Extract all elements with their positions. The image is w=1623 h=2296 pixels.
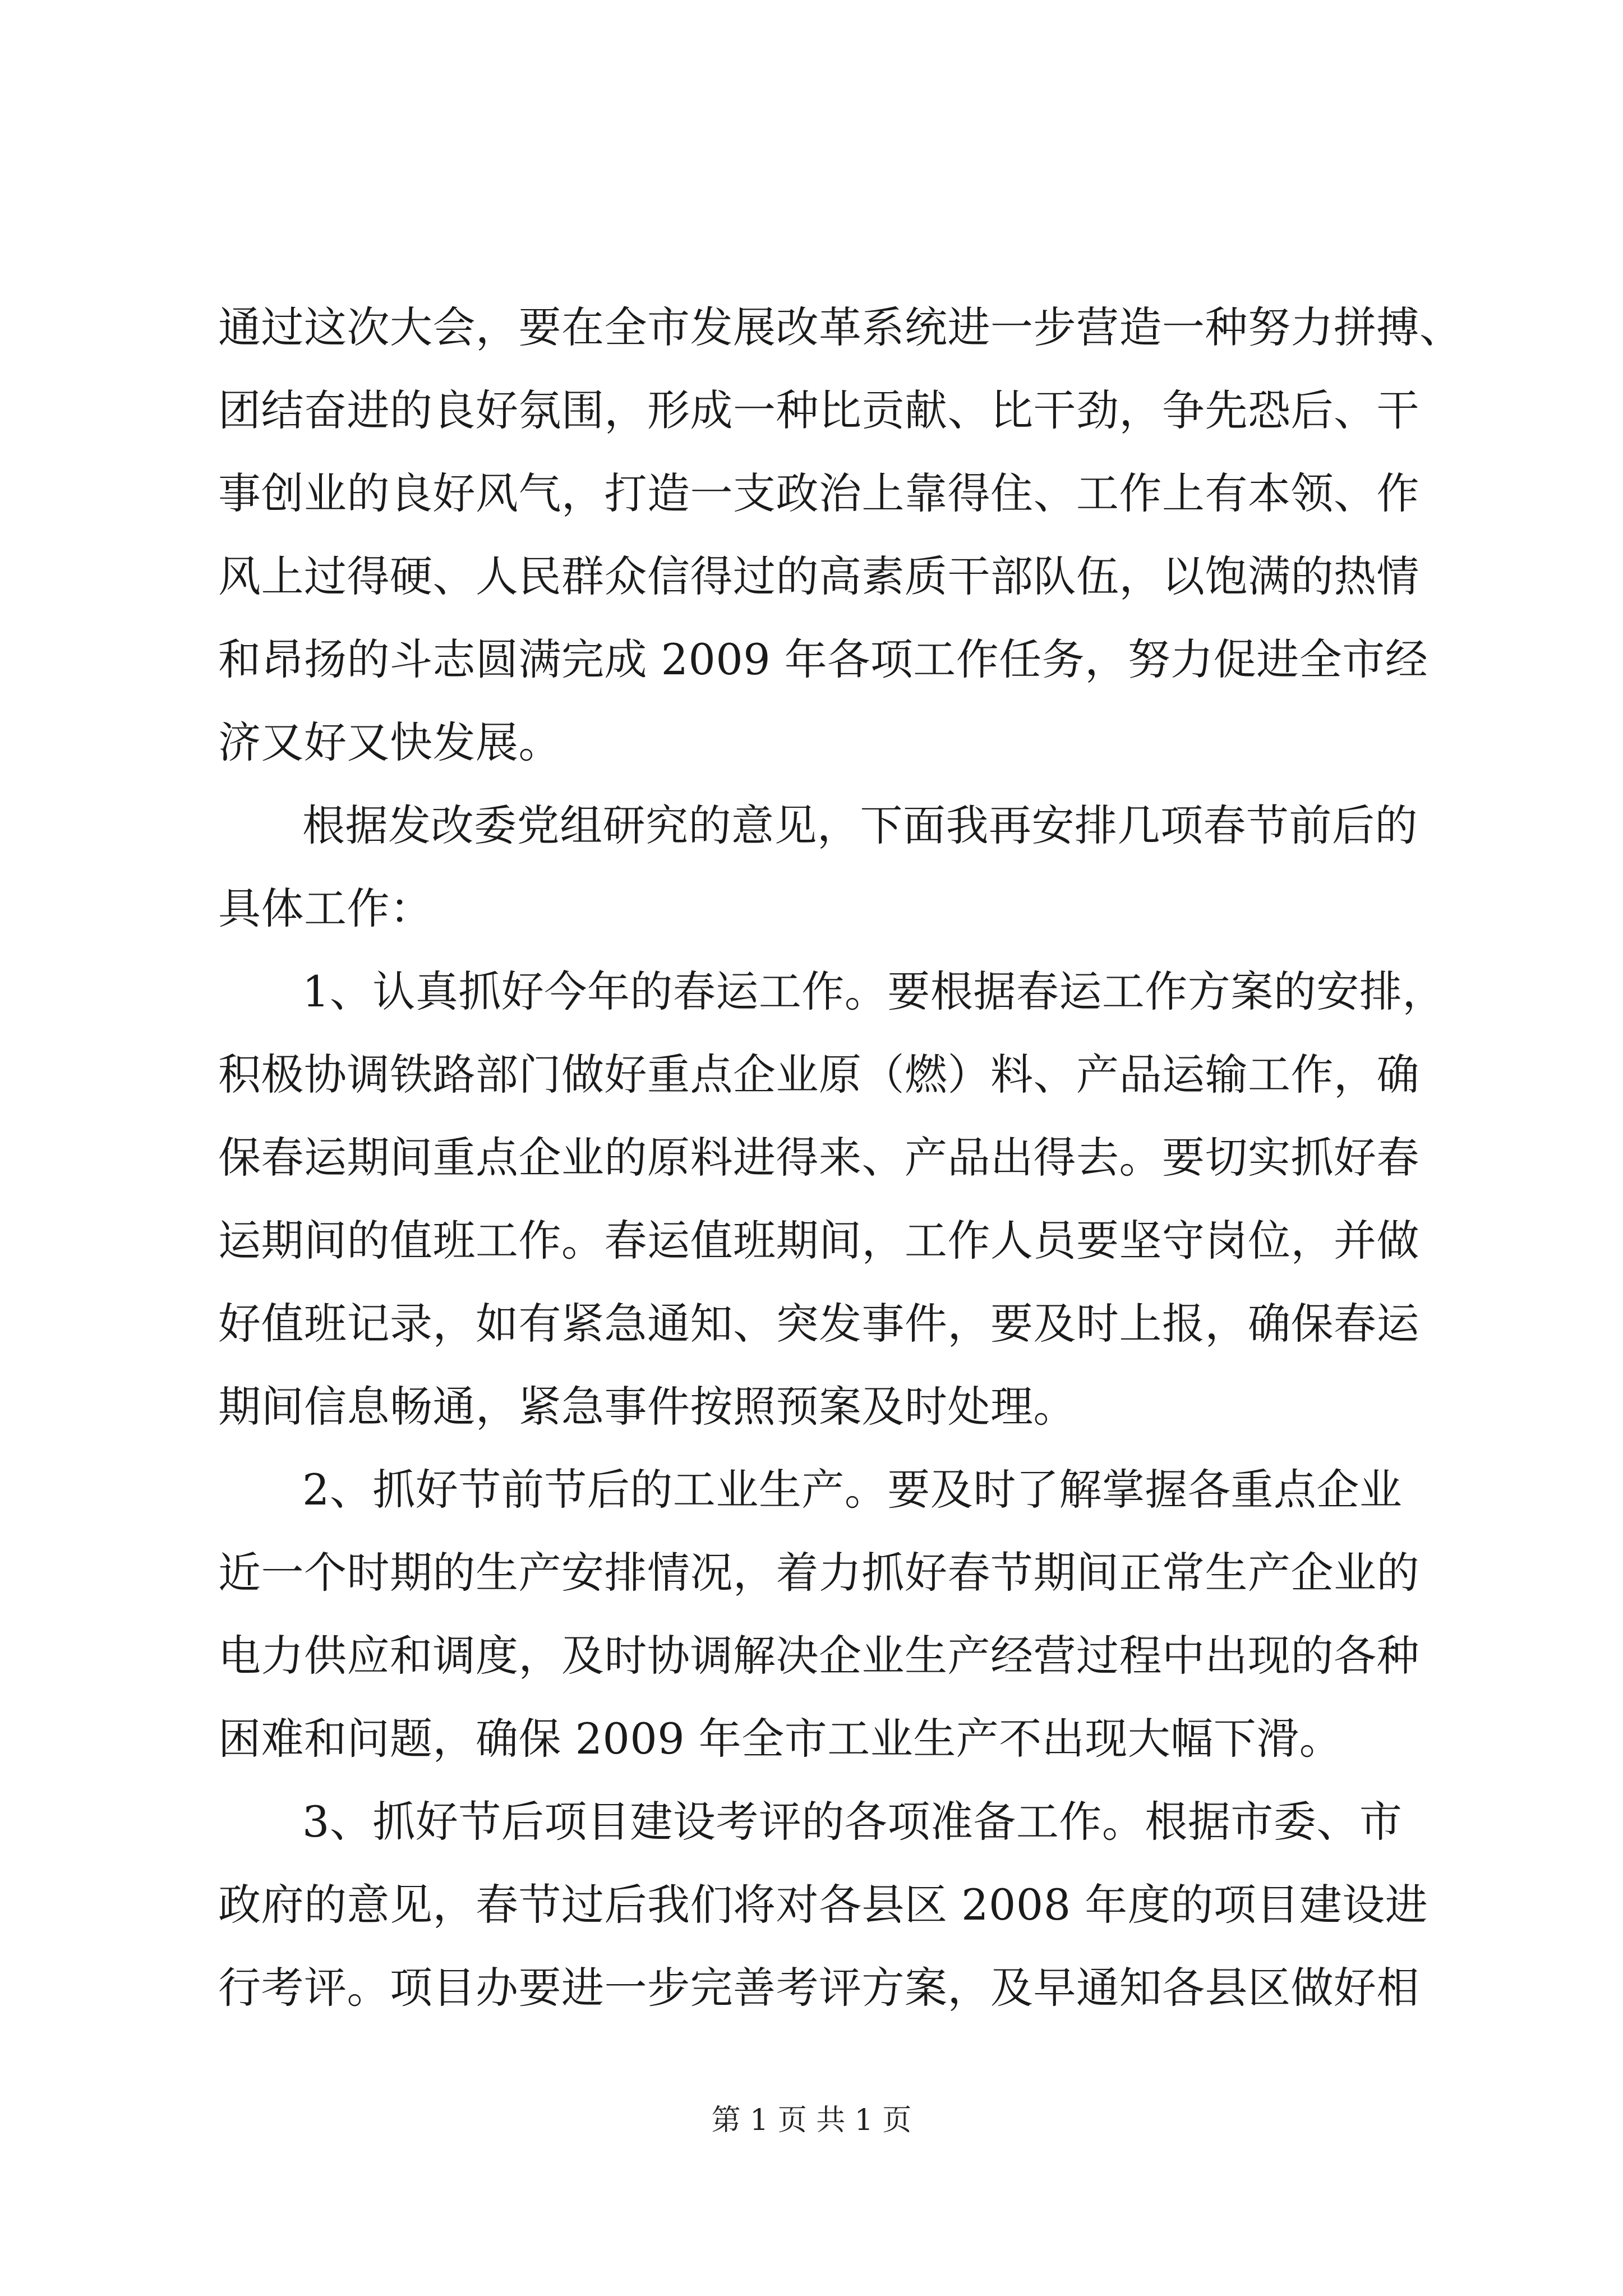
text-line: 济又好又快发展。 (218, 717, 561, 767)
paragraph-start-line: 根据发改委党组研究的意见，下面我再安排几项春节前后的 (302, 800, 1418, 850)
text-line: 风上过得硬、人民群众信得过的高素质干部队伍，以饱满的热情 (218, 551, 1419, 601)
text-line: 好值班记录，如有紧急通知、突发事件，要及时上报，确保春运 (218, 1299, 1419, 1349)
text-line: 通过这次大会，要在全市发展改革系统进一步营造一种努力拼搏、 (218, 302, 1463, 352)
page-number-footer: 第 1 页 共 1 页 (711, 2104, 912, 2137)
paragraph-start-line: 2、抓好节前节后的工业生产。要及时了解掌握各重点企业 (302, 1465, 1403, 1515)
text-line: 近一个时期的生产安排情况，着力抓好春节期间正常生产企业的 (218, 1548, 1419, 1598)
text-line: 和昂扬的斗志圆满完成 2009 年各项工作任务，努力促进全市经 (218, 634, 1428, 684)
document-body (218, 286, 1463, 2030)
text-line: 困难和问题，确保 2009 年全市工业生产不出现大幅下滑。 (218, 1714, 1343, 1764)
text-line: 运期间的值班工作。春运值班期间，工作人员要坚守岗位，并做 (218, 1216, 1419, 1266)
text-line: 保春运期间重点企业的原料进得来、产品出得去。要切实抓好春 (218, 1133, 1419, 1182)
paragraph-start-line: 3、抓好节后项目建设考评的各项准备工作。根据市委、市 (302, 1797, 1403, 1847)
paragraph-start-line: 1、认真抓好今年的春运工作。要根据春运工作方案的安排， (302, 967, 1445, 1016)
text-line: 行考评。项目办要进一步完善考评方案，及早通知各县区做好相 (218, 1963, 1419, 2013)
text-line: 期间信息畅通，紧急事件按照预案及时处理。 (218, 1382, 1076, 1432)
text-line: 政府的意见，春节过后我们将对各县区 2008 年度的项目建设进 (218, 1880, 1428, 1930)
text-line: 积极协调铁路部门做好重点企业原（燃）料、产品运输工作，确 (218, 1050, 1419, 1099)
text-line: 电力供应和调度，及时协调解决企业生产经营过程中出现的各种 (218, 1631, 1419, 1681)
text-line: 团结奋进的良好氛围，形成一种比贡献、比干劲，争先恐后、干 (218, 385, 1419, 435)
text-line: 事创业的良好风气，打造一支政治上靠得住、工作上有本领、作 (218, 468, 1419, 518)
text-line: 具体工作： (218, 884, 433, 933)
